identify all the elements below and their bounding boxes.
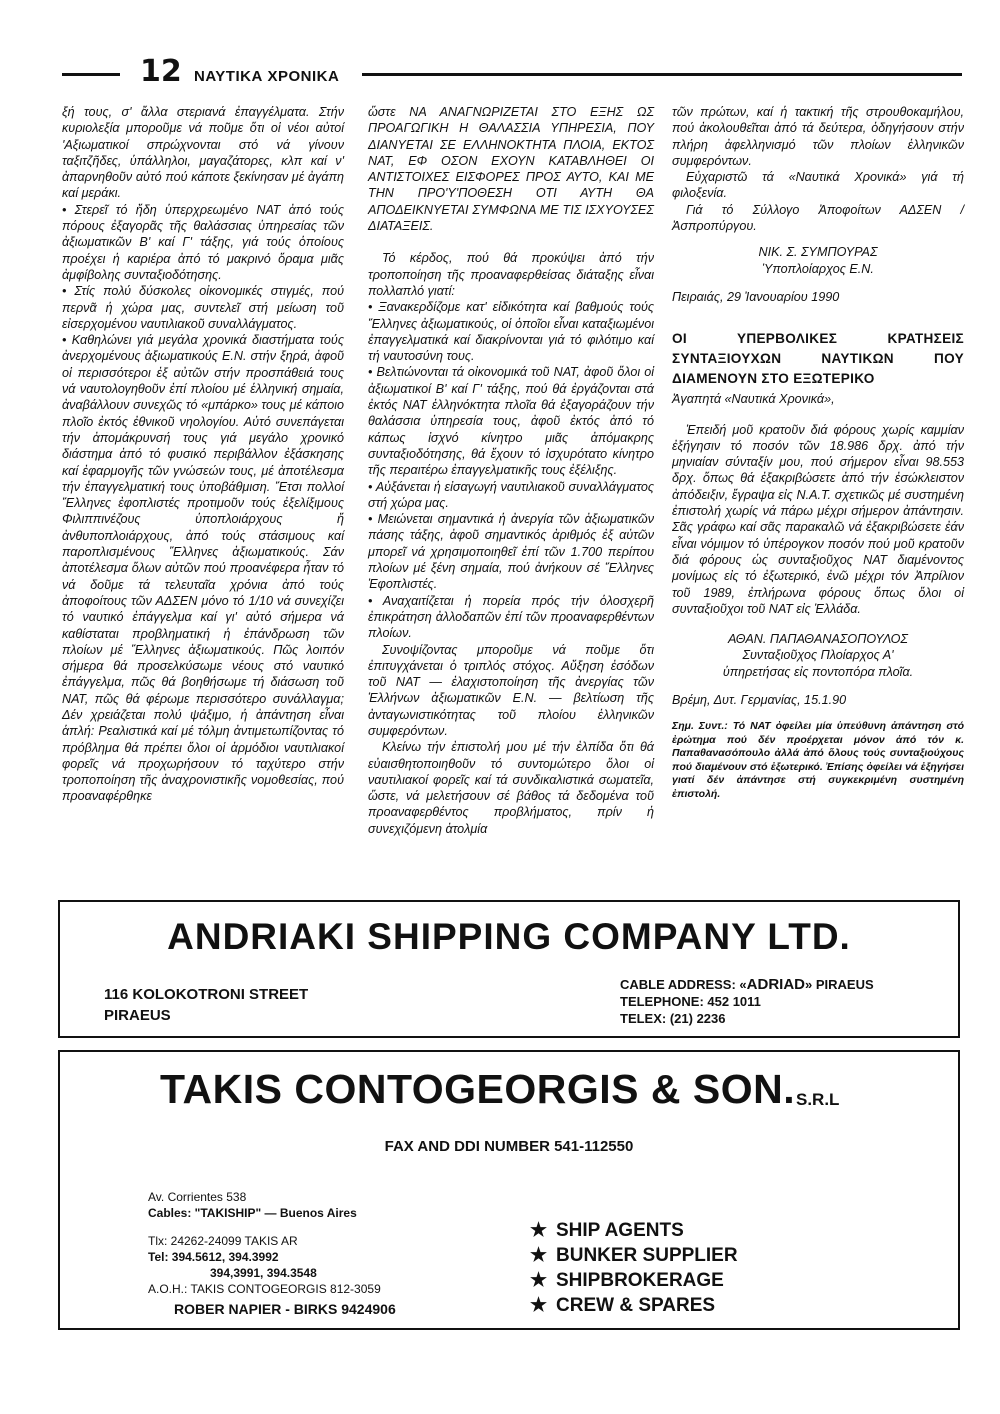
- article-paragraph: ξή τους, σ' ἄλλα στεριανά ἐπαγγέλματα. Στήν κυριολεξία μποροῦμε νά ποῦμε ὅτι οἱ νέοι αὐτοί 'Αξιωματικοί σπρώχνονται στό νά γίνουν ταξιτζῆδες, ὑπάλληλοι, μαγαζάτορες, κλπ καί ν' ἀπαρνηθοῦν αὐτό πού κάποτε ξεκίνησαν μέ ἀγάπη καί μεράκι.: [62, 105, 344, 201]
- service-item: [530, 1268, 738, 1293]
- article-paragraph: • Αναχαιτίζεται ἡ πορεία πρός τήν ὁλοσχερῆ ἐπικράτηση ἀλλοδαπῶν ἐπί τῶν προαναφερθέντων πλοίων.: [368, 593, 654, 641]
- ad-telex: TELEX: (21) 2236: [620, 1011, 726, 1026]
- salutation: Ἀγαπητά «Ναυτικά Χρονικά»,: [672, 392, 835, 407]
- ad-tel-2: 394,3991, 394.3548: [210, 1266, 317, 1280]
- advertisement-takis: [58, 1050, 960, 1330]
- article-paragraph: • Μειώνεται σημαντικά ἡ ἀνεργία τῶν ἀξιωματικῶν πάσης τάξης, ἀφοῦ σημαντικός ἀριθμός ἐξ αὐτῶν μπορεῖ νά χρησιμοποιηθεῖ ἐπί τῶν 1.700 περίπου πλοίων μέ ξένη σημαία, πού ἀνήκουν σέ Ἕλληνες Ἐφοπλιστές.: [368, 512, 654, 592]
- article-paragraph: Εὐχαριστῶ τά «Ναυτικά Χρονικά» γιά τή φιλοξενία.: [672, 170, 964, 201]
- cable-value: ADRIAD: [746, 976, 805, 993]
- publication-title: ΝΑΥΤΙΚΑ ΧΡΟΝΙΚΑ: [192, 68, 345, 85]
- dateline: Βρέμη, Δυτ. Γερμανίας, 15.1.90: [672, 693, 847, 708]
- ad-telex: Tlx: 24262-24099 TAKIS AR: [148, 1234, 298, 1248]
- article-caps-paragraph: ὥστε ΝΑ ΑΝΑΓΝΩΡΙΖΕΤΑΙ ΣΤΟ ΕΞΗΣ ΩΣ ΠΡΟΑΓΩΓΙΚΗ Η ΘΑΛΑΣΣΙΑ ΥΠΗΡΕΣΙΑ, ΠΟΥ ΔΙΑΝΥΕΤΑΙ ΣΕ ΕΛΛΗΝΟΚΤΗΤΑ ΠΛΟΙΑ, ΕΚΤΟΣ ΝΑΤ, ΕΦ ΟΣΟΝ ΕΧΟΥΝ ΚΑΤΑΒΛΗΘΕΙ ΟΙ ΑΝΤΙΣΤΟΙΧΕΣ ΕΙΣΦΟΡΕΣ ΠΡΟΣ ΑΥΤΟ, ΚΑΙ ΜΕ ΤΗΝ ΠΡΟ'Υ'ΠΟΘΕΣΗ ΟΤΙ ΑΥΤΗ ΘΑ ΑΠΟΔΕΙΚΝΥΕΤΑΙ ΣΥΜΦΩΝΑ ΜΕ ΤΙΣ ΙΣΧΥΟΥΣΕΣ ΔΙΑΤΑΞΕΙΣ.: [368, 105, 654, 234]
- article-paragraph: • Ξανακερδίζομε κατ' εἰδικότητα καί βαθμούς τούς Ἕλληνες ἀξιωματικούς, οἱ ὁποῖοι εἶναι καταξιωμένοι ἐπαγγελματικά καί διακρίνονται γιά τό φιλότιμο καί τή ναυτοσύνη τους.: [368, 300, 654, 364]
- editor-note: Σημ. Συντ.: Τό ΝΑΤ ὀφείλει μία ὑπεύθυνη ἀπάντηση στό ἐρώτημα πού δέν προέρχεται μόνον ἀπό τόν κ. Παπαθανασόπουλο ἀλλά ἀπό ὅλους τούς συνταξιούχους πού διαμένουν στό ἐξωτερικό. Ἐπίσης ὀφείλει νά ἐξηγήσει γιατί δέν ἀπάντησε στή συγκεκριμένη συστημένη ἐπιστολή.: [672, 720, 964, 800]
- article-paragraph: • Καθηλώνει γιά μεγάλα χρονικά διαστήματα τούς ἀνερχομένους ἀξιωματικούς Ε.Ν. στήν ξηρά, ἀφοῦ οἱ περισσότεροι ἐξ αὐτῶν στήν προσπάθειά τους νά ναυτολογηθοῦν ἐπί πλοίου μέ ἑλληνική σημαία, ἀναβάλλουν συνεχῶς τό «μπάρκο» τους μέ κάποιο πλοῖο ἐκτός ἐθνικοῦ νηολογίου. Αὐτό συνεπάγεται τήν ἀπομάκρυνσή τους γιά μεγάλο χρονικό διάστημα ἀπό τό φυσικό περιβάλλον ἐξάσκησης καί ἐφαρμογῆς τῶν γνώσεών τους, μέ ἀποτέλεσμα τήν ἐπαγγελματική τους ὑποβάθμιση. Ἔτσι πολλοί Ἕλληνες ἐφοπλιστές προτιμοῦν τούς ἐξελίξιμους Φιλιππινέζους ὑποπλοιάρχους ἤ ἀνθυποπλοιάρχους, ἀπό τούς στάσιμους καί παροπλισμένους Ἕλληνες ἀξιωματικούς. Σάν ἀποτέλεσμα ὅλων αὐτῶν πού προανέφερα ἦταν τό νά δοῦμε τά τελευταῖα χρόνια ἀπό τούς ἀποφοίτους τῶν ΑΔΣΕΝ μόνο τό 1/10 νά συνεχίζει τό ναυτικό ἐπάγγελμα καί γι' αὐτό σήμερα νά καθίσταται προβληματική ἡ ἐπάνδρωση τῶν πλοίων μέ Ἕλληνες ἀξιωματικούς. Πῶς λοιπόν σήμερα θά προσελκύσωμε νέους στό ναυτικό ἐπάγγελμα, πῶς θά βοηθήσωμε τή διάσωση τοῦ ΝΑΤ, πῶς θά φέρωμε περισσότερο συνάλλαγμα; Δέν χρειάζεται πολύ ψάξιμο, ἡ ἀπάντηση εἶναι ἁπλή: Ρεαλιστικά καί μέ τόλμη ἀντιμετωπίζοντας τό πρόβλημα θά πρέπει ὅλοι οἱ ἁρμόδιοι ναυτιλιακοί φορεῖς νά προχωρήσουν τό ταχύτερο στήν τροποποίηση τῆς ἀναχρονιστικῆς νομοθεσίας, πού προαναφέρθηκε: [62, 333, 344, 804]
- ad-company-suffix: S.R.L: [796, 1090, 840, 1109]
- ad-address: Av. Corrientes 538: [148, 1190, 247, 1204]
- article-paragraph: Κλείνω τήν ἐπιστολή μου μέ τήν ἐλπίδα ὅτι θά εὐαισθητοποιηθοῦν τό συντομώτερο ὅλοι οἱ ναυτιλιακοί φορεῖς καί τά συνδικαλιστικά σωματεῖα, ὥστε, νά μελετήσουν σέ βάθος τά δεδομένα τοῦ προαναφερθέντος προβλήματος, πρίν ἡ συνεχιζόμενη ἀτολμία: [368, 740, 654, 836]
- ad-company-name: ANDRIAKI SHIPPING COMPANY LTD.: [167, 916, 851, 957]
- article-paragraph: Συνοψίζοντας μποροῦμε νά ποῦμε ὅτι ἐπιτυγχάνεται ὁ τριπλός στόχος. Αὔξηση ἐσόδων τοῦ ΝΑΤ — ἐλαχιστοποίηση τῆς ἀνεργίας τῶν Ἑλλήνων ἀξιωματικῶν Ε.Ν. — βελτίωση τῆς ἀνταγωνιστικότητας τοῦ πλοίου ἑλληνικῶν συμφερόντων.: [368, 642, 654, 738]
- article-paragraph: • Στερεῖ τό ἤδη ὑπερχρεωμένο ΝΑΤ ἀπό τούς πόρους ἐξαγορᾶς τῆς θαλάσσιας ὑπηρεσίας τῶν ἀξιωματικῶν Β' καί Γ' τάξης, γιά τούς ὁποίους προέχει ἡ καριέρα ἀπό τό μακρινό ὅραμα μιᾶς ἀμφίβολης συνταξιοδότησης.: [62, 202, 344, 282]
- ad-telephone: TELEPHONE: 452 1011: [620, 994, 761, 1009]
- column-2: [368, 104, 654, 837]
- ad-company-name: TAKIS CONTOGEORGIS & SON.: [160, 1066, 796, 1112]
- service-item: [530, 1293, 738, 1318]
- header-rule-right: [362, 73, 962, 76]
- ad-cables: Cables: "TAKISHIP" — Buenos Aires: [148, 1206, 357, 1220]
- ad-contact: [620, 976, 874, 1027]
- article-paragraph: • Στίς πολύ δύσκολες οἰκονομικές στιγμές, πού περνᾶ ἡ χώρα μας, συντελεῖ στή μείωση τοῦ εἰσερχομένου ναυτιλιακοῦ συναλλάγματος.: [62, 284, 344, 331]
- advertisement-andriaki: [58, 900, 960, 1038]
- signature-name: ΑΘΑΝ. ΠΑΠΑΘΑΝΑΣΟΠΟΥΛΟΣ: [728, 632, 908, 647]
- star-icon: ★: [530, 1295, 548, 1316]
- dateline: Πειραιάς, 29 Ἰανουαρίου 1990: [672, 289, 840, 304]
- ad-contact-block: [148, 1189, 396, 1317]
- article-paragraph: τῶν πρώτων, καί ἡ τακτική τῆς στρουθοκαμήλου, πού ἀκολουθεῖται ἀπό τά δεύτερα, ὁδηγήσουν στήν πλήρη ἀφελληνισμό τῶν πλοίων ἑλληνικῶν συμφερόντων.: [672, 105, 964, 168]
- service-item: [530, 1243, 738, 1268]
- ad-city: PIRAEUS: [104, 1007, 171, 1024]
- page-number: 12: [140, 54, 182, 89]
- ad-fax: FAX AND DDI NUMBER 541-112550: [384, 1138, 634, 1155]
- service-label: BUNKER SUPPLIER: [556, 1245, 738, 1266]
- article-paragraph: Τό κέρδος, πού θά προκύψει ἀπό τήν τροποποίηση τῆς προαναφερθείσας διάταξης εἶναι πολλαπλό γιατί:: [368, 251, 654, 298]
- ad-street: 116 KOLOKOTRONI STREET: [104, 986, 309, 1003]
- service-label: SHIP AGENTS: [556, 1220, 684, 1241]
- column-3: [672, 104, 964, 801]
- cable-label: CABLE ADDRESS: «: [620, 977, 747, 992]
- star-icon: ★: [530, 1220, 548, 1241]
- article-headline: ΟΙ ΥΠΕΡΒΟΛΙΚΕΣ ΚΡΑΤΗΣΕΙΣ ΣΥΝΤΑΞΙΟΥΧΩΝ ΝΑΥΤΙΚΩΝ ΠΟΥ ΔΙΑΜΕΝΟΥΝ ΣΤΟ ΕΞΩΤΕΡΙΚΟ: [672, 331, 964, 387]
- signature-title: Συνταξιοῦχος Πλοίαρχος Α': [742, 648, 894, 663]
- ad-agent: ROBER NAPIER - BIRKS 9424906: [174, 1301, 396, 1317]
- signature-name: ΝΙΚ. Σ. ΣΥΜΠΟΥΡΑΣ: [758, 245, 878, 260]
- cable-tail: » PIRAEUS: [805, 977, 874, 992]
- star-icon: ★: [530, 1245, 548, 1266]
- signature-service: ὑπηρετήσας εἰς ποντοπόρα πλοῖα.: [722, 664, 914, 679]
- article-paragraph: Γιά τό Σύλλογο Ἀποφοίτων ΑΔΣΕΝ / Ἀσπροπύργου.: [672, 202, 964, 234]
- letter-body: Ἐπειδή μοῦ κρατοῦν διά φόρους χωρίς καμμίαν ἐξήγησιν τό ποσόν τῶν 18.986 δρχ. ἀπό τήν μηνιαίαν σύνταξίν μου, πού σήμερον εἶναι 98.553 δρχ. ὅπως θά ἐξακριβώσετε ἀπό τήν ἐσώκλειστον ἀπόδειξιν, ἔγραψα εἰς Ν.Α.Τ. σχετικῶς μέ συστημένη ἐπιστολή χωρίς νά πάρω μέχρι σήμερον ἀπάντησιν. Σᾶς γράφω καί σᾶς παρακαλῶ νά ἐξακριβώσετε ἐάν εἶναι νόμιμον τό ὑπέρογκον ποσόν πού μοῦ κρατοῦν διά φόρους ὡς συνταξιοῦχος ΝΑΤ διαμένοντος μονίμως εἰς τό ἐξωτερικό, ἐνῶ μέχρι τόν Ἀπρίλιον τοῦ 1989, ἐπλήρωνα φόρους ὅπως ὅλοι οἱ συνταξιοῦχοι τοῦ ΝΑΤ εἰς Ἑλλάδα.: [672, 422, 964, 616]
- star-icon: ★: [530, 1270, 548, 1291]
- ad-services-list: [530, 1218, 738, 1318]
- ad-tel-1: Tel: 394.5612, 394.3992: [148, 1250, 279, 1264]
- header-rule-left: [62, 73, 120, 76]
- ad-address: [104, 984, 308, 1026]
- article-paragraph: • Βελτιώνονται τά οἰκονομικά τοῦ ΝΑΤ, ἀφοῦ ὅλοι οἱ ἀξιωματικοί Β' καί Γ' τάξης, πού θά ἐργάζονται στά ἐκτός ΝΑΤ ἑλληνόκτητα πλοῖα θά ἐξαγοράζουν τήν θαλάσσια ὑπηρεσία τους, ἀφοῦ ἐκτός ἀπό τό κάπως ἰσχνό κίνητρο μιᾶς ἀπόμακρης συνταξιοδότησης, θά ἔχουν τό ἰσχυρότατο κίνητρο τῆς περαιτέρω ἐπαγγελματικῆς τους ἐξέλιξης.: [368, 365, 654, 478]
- ad-aoh: A.O.H.: TAKIS CONTOGEORGIS 812-3059: [148, 1282, 381, 1296]
- service-label: SHIPBROKERAGE: [556, 1270, 724, 1291]
- ad-cable-address: [620, 976, 874, 993]
- article-paragraph: • Αὐξάνεται ἡ εἰσαγωγή ναυτιλιακοῦ συναλλάγματος στή χώρα μας.: [368, 479, 654, 510]
- service-label: CREW & SPARES: [556, 1295, 716, 1316]
- service-item: [530, 1218, 738, 1243]
- signature-rank: Ὑποπλοίαρχος Ε.Ν.: [762, 261, 874, 276]
- page-header: [62, 54, 962, 90]
- column-1: [62, 104, 344, 805]
